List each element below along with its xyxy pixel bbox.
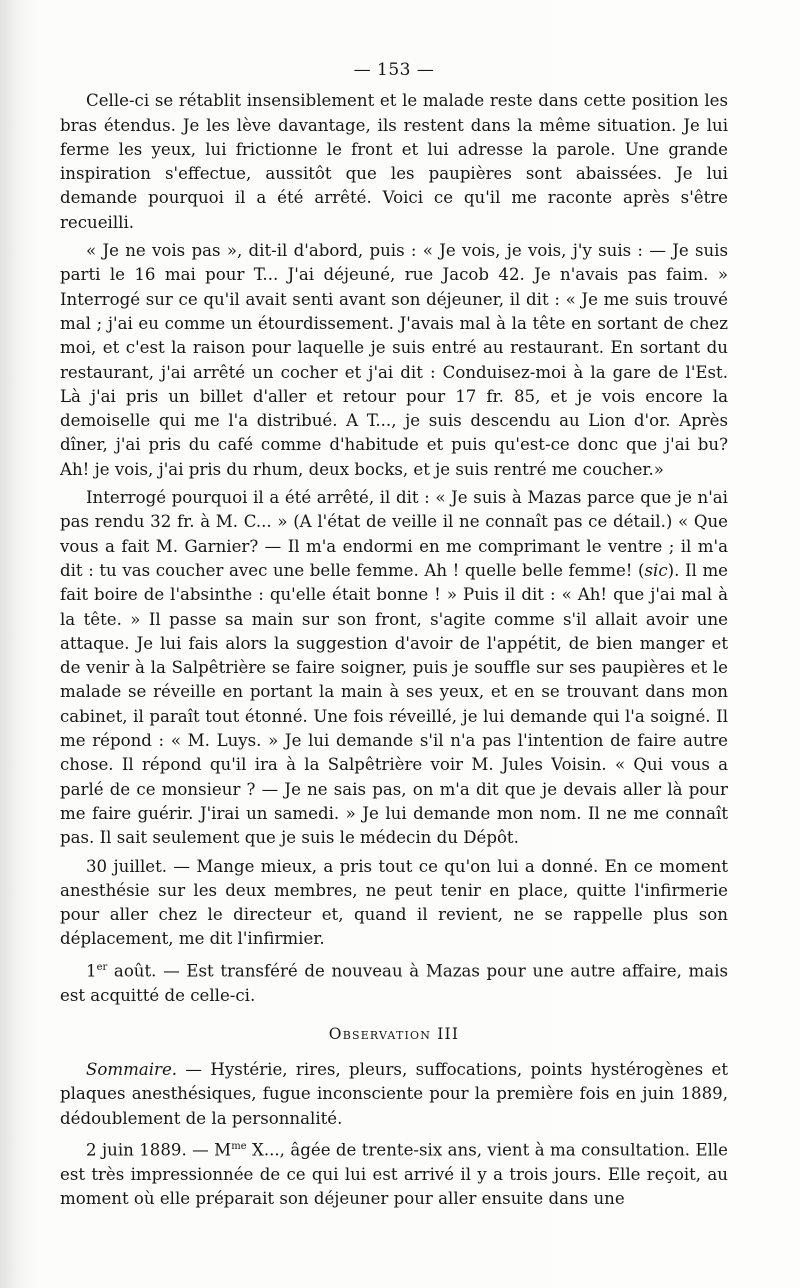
paragraph-august-1 <box>60 956 728 1008</box>
paragraph-arrest-text-b: ). Il me fait boire de l'absinthe : qu'elle était bonne ! » Puis il dit : « Ah! que j'ai mal à la tête. » Il passe sa main sur son front, s'agite comme s'il allait avoir une attaque. Je lui fais alors la suggestion d'avoir de l'appétit, de bien manger et de venir à la Salpêtrière se faire soigner, puis je souffle sur ses paupières et le malade se réveille en portant la main à ses yeux, et en se trouvant dans mon cabinet, il paraît tout étonné. Une fois réveillé, je lui demande qui l'a soigné. Il me répond : « M. Luys. » Je lui demande s'il n'a pas l'intention de faire autre chose. Il répond qu'il ira à la Salpêtrière voir M. Jules Voisin. « Qui vous a parlé de ce monsieur ? — Je ne sais pas, on m'a dit que je devais aller là pour me faire guérir. J'irai un samedi. » Je lui demande mon nom. Il ne me connaît pas. Il sait seulement que je suis le médecin du Dépôt. <box>60 560 728 848</box>
paragraph-patient-account: « Je ne vois pas », dit-il d'abord, puis : « Je vois, je vois, j'y suis : — Je suis parti le 16 mai pour T... J'ai déjeuné, rue Jacob 42. Je n'avais pas faim. » Interrogé sur ce qu'il avait senti avant son déjeuner, il dit : « Je me suis trouvé mal ; j'ai eu comme un étourdissement. J'avais mal à la tête en sortant de chez moi, et c'est la raison pour laquelle je suis entré au restaurant. En sortant du restaurant, j'ai arrêté un cocher et j'ai dit : Conduisez-moi à la gare de l'Est. Là j'ai pris un billet d'aller et retour pour 17 fr. 85, et je vois encore la demoiselle qui me l'a distribué. A T..., je suis descendu au Lion d'or. Après dîner, j'ai pris du café comme d'habitude et puis qu'est-ce donc que j'ai bu? Ah! je vois, j'ai pris du rhum, deux bocks, et je suis rentré me coucher.» <box>60 241 728 479</box>
june-text-a: 2 juin 1889. — M <box>86 1140 232 1160</box>
paragraph-june-2 <box>60 1135 728 1211</box>
june-title-suffix: me <box>231 1141 247 1152</box>
section-title: Observation III <box>328 1024 460 1043</box>
paragraph-july-30: 30 juillet. — Mange mieux, a pris tout ce qu'on lui a donné. En ce moment anesthésie sur les deux membres, ne peut tenir en place, quitte l'infirmerie pour aller chez le directeur et, quand il revient, ne se rappelle plus son déplacement, me dit l'infirmier. <box>60 856 728 949</box>
page-content <box>60 58 728 1215</box>
summary-text: — Hystérie, rires, pleurs, suffocations, points hystérogènes et plaques anesthésiques, fugue inconsciente pour la première fois en juin 1889, dédoublement de la personnalité. <box>60 1060 728 1128</box>
june-text-b: X..., âgée de trente-six ans, vient à ma consultation. Elle est très impressionnée de ce qui lui est arrivé il y a trois jours. Elle reçoit, au moment où elle préparait son déjeuner pour aller ensuite dans une <box>60 1140 729 1209</box>
paragraph-arrest-text-a: Interrogé pourquoi il a été arrêté, il dit : « Je suis à Mazas parce que je n'ai pas rendu 32 fr. à M. C... » (A l'état de veille il ne connaît pas ce détail.) « Que vous a fait M. Garnier? — Il m'a endormi en me comprimant le ventre ; il m'a dit : tu vas coucher avec une belle femme. Ah ! quelle belle femme! ( <box>60 488 728 580</box>
august-text: août. — Est transféré de nouveau à Mazas pour une autre affaire, mais est acquitté de celle-ci. <box>60 961 728 1005</box>
paragraph-arrest-interrogation <box>60 486 728 850</box>
page-number: — 153 — <box>353 60 435 80</box>
august-day-suffix: er <box>96 961 108 973</box>
summary-label: Sommaire. <box>86 1060 178 1080</box>
august-day: 1 <box>86 961 97 981</box>
paragraph-recovery: Celle-ci se rétablit insensiblement et le malade reste dans cette position les bras étendus. Je les lève davantage, ils restent dans la même situation. Je lui ferme les yeux, lui frictionne le front et lui adresse la parole. Une grande inspiration s'effectue, aussitôt que les paupières sont abaissées. Je lui demande pourquoi il a été arrêté. Voici ce qu'il me raconte après s'être recueilli. <box>60 91 728 232</box>
paragraph-summary <box>60 1058 728 1131</box>
sic-note: sic <box>644 560 668 580</box>
